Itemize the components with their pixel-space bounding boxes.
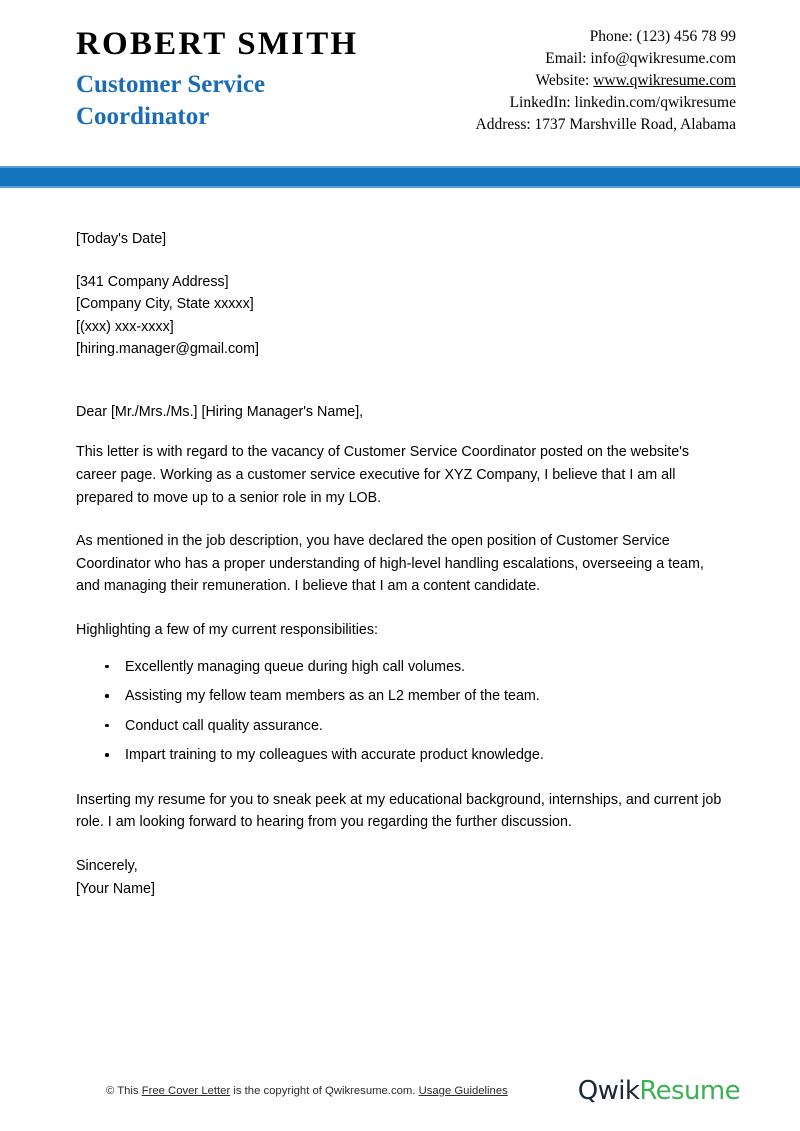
free-cover-letter-link[interactable]: Free Cover Letter [141,1085,231,1097]
recipient-line: [341 Company Address] [76,273,229,290]
usage-guidelines-link[interactable]: Usage Guidelines [418,1085,508,1097]
bullet-icon [105,665,109,669]
list-item [76,744,736,767]
logo-text-resume: Resume [639,1076,740,1106]
list-item [76,715,736,738]
copyright-middle: is the copyright of Qwikresume.com. [230,1085,419,1097]
salutation: Dear [Mr./Mrs./Ms.] [Hiring Manager's Name], [76,403,364,420]
sign-off: Sincerely, [76,857,138,874]
bullet-icon [105,753,109,757]
bullets-intro: Highlighting a few of my current responsibilities: [76,621,378,638]
bullet-icon [105,724,109,728]
page-footer [0,1063,800,1119]
contact-email: Email: info@qwikresume.com [545,50,736,67]
letter-body [0,188,800,900]
letter-header [0,0,800,136]
contact-website-link[interactable]: www.qwikresume.com [593,72,736,89]
contact-phone: Phone: (123) 456 78 99 [589,28,736,45]
signature-name: [Your Name] [76,880,155,897]
contact-website [476,70,736,92]
logo-text-qwik: Qwik [577,1076,640,1106]
letter-date: [Today's Date] [76,231,167,247]
list-item-label: Excellently managing queue during high call volumes. [125,658,466,675]
list-item-label: Conduct call quality assurance. [125,717,323,734]
list-item-label: Assisting my fellow team members as an L2 member of the team. [125,688,540,705]
responsibilities-list [76,656,736,767]
qwikresume-logo[interactable] [578,1078,740,1104]
bullet-icon [105,694,109,698]
candidate-identity [76,22,376,133]
closing-block [76,855,736,900]
recipient-block [76,271,736,361]
recipient-line: [(xxx) xxx-xxxx] [76,318,174,335]
contact-linkedin: LinkedIn: linkedin.com/qwikresume [509,94,736,111]
blue-rule [0,166,800,188]
body-paragraph-2: As mentioned in the job description, you have declared the open position of Customer Service Coordinator who has a proper understanding of high-level handling escalations, overseeing a team, and managing their remuneration. I believe that I am a content candidate. [76,533,704,595]
list-item-label: Impart training to my colleagues with accurate product knowledge. [125,747,544,764]
copyright-notice [76,1085,578,1097]
list-item [76,685,736,708]
copyright-prefix: © This [105,1085,142,1097]
contact-address: Address: 1737 Marshville Road, Alabama [475,116,736,133]
recipient-line: [hiring.manager@gmail.com] [76,341,259,358]
contact-website-label: Website: [535,72,594,89]
body-paragraph-3: Inserting my resume for you to sneak peek at my educational background, internships, and current job role. I am looking forward to hearing from you regarding the further discussion. [76,791,722,831]
candidate-name: ROBERT SMITH [76,26,359,62]
recipient-line: [Company City, State xxxxx] [76,296,254,313]
header-divider [0,166,800,188]
candidate-job-title: Customer Service Coordinator [76,70,266,130]
contact-details [476,22,736,136]
list-item [76,656,736,679]
body-paragraph-1: This letter is with regard to the vacancy of Customer Service Coordinator posted on the website's career page. Working as a customer service executive for XYZ Company, I believe that I am all prepared to move up to a senior role in my LOB. [76,444,690,506]
